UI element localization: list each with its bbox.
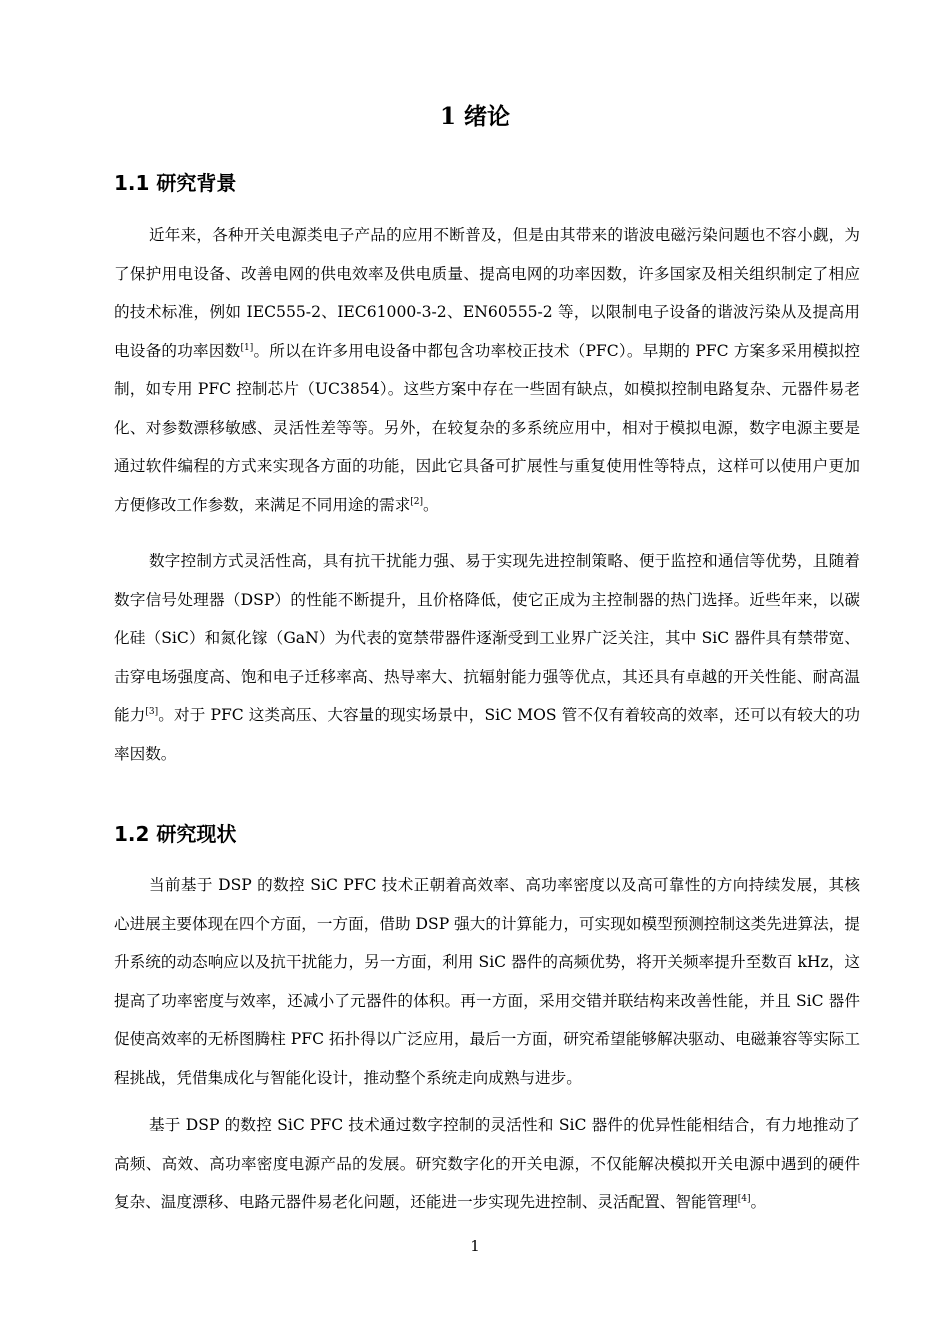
section-heading-1-2: 1.2 研究现状 [114,822,237,846]
paragraph-text: 数字控制方式灵活性高，具有抗干扰能力强、易于实现先进控制策略、便于监控和通信等优势，且随着数字信号处理器（DSP）的性能不断提升，且价格降低，使它正成为主控制器的热门选择。近些年来，以碳化硅（SiC）和氮化镓（GaN）为代表的宽禁带器件逐渐受到工业界广泛关注，其中 SiC 器件具有禁带宽、击穿电场强度高、饱和电子迁移率高、热导率大、抗辐射能力强等优点，其还具有卓越的开关性能、耐高温能力 [114,552,860,724]
citation-ref[interactable]: [2] [410,496,424,507]
paragraph-text: 近年来，各种开关电源类电子产品的应用不断普及，但是由其带来的谐波电磁污染问题也不容小觑，为了保护用电设备、改善电网的供电效率及供电质量、提高电网的功率因数，许多国家及相关组织制定了相应的技术标准，例如 IEC555-2、IEC61000-3-2、EN60555-2 等，以限制电子设备的谐波污染从及提高用电设备的功率因数 [114,226,860,360]
paragraph [114,866,860,1097]
chapter-title: 1 绪论 [439,103,510,130]
section-heading-1-1: 1.1 研究背景 [114,171,237,195]
paragraph-text: 。对于 PFC 这类高压、大容量的现实场景中，SiC MOS 管不仅有着较高的效率，还可以有较大的功率因数。 [114,706,860,763]
citation-ref[interactable]: [3] [145,706,159,717]
paragraph-text: 。 [750,1193,767,1211]
paragraph [114,216,860,524]
paragraph [114,542,860,773]
page-number: 1 [470,1237,480,1255]
paragraph-text: 基于 DSP 的数控 SiC PFC 技术通过数字控制的灵活性和 SiC 器件的优异性能相结合，有力地推动了高频、高效、高功率密度电源产品的发展。研究数字化的开关电源，不仅能解决模拟开关电源中遇到的硬件复杂、温度漂移、电路元器件易老化问题，还能进一步实现先进控制、灵活配置、智能管理 [114,1116,860,1211]
paragraph-text: 。所以在许多用电设备中都包含功率校正技术（PFC）。早期的 PFC 方案多采用模拟控制，如专用 PFC 控制芯片（UC3854）。这些方案中存在一些固有缺点，如模拟控制电路复杂、元器件易老化、对参数漂移敏感、灵活性差等等。另外，在较复杂的多系统应用中，相对于模拟电源，数字电源主要是通过软件编程的方式来实现各方面的功能，因此它具备可扩展性与重复使用性等特点，这样可以使用户更加方便修改工作参数，来满足不同用途的需求 [114,341,860,514]
paragraph-text: 。 [423,495,439,514]
citation-ref[interactable]: [4] [737,1193,751,1204]
paragraph-text: 当前基于 DSP 的数控 SiC PFC 技术正朝着高效率、高功率密度以及高可靠性的方向持续发展，其核心进展主要体现在四个方面，一方面，借助 DSP 强大的计算能力，可实现如模型预测控制这类先进算法，提升系统的动态响应以及抗干扰能力，另一方面，利用 SiC 器件的高频优势，将开关频率提升至数百 kHz，这提高了功率密度与效率，还减小了元器件的体积。再一方面，采用交错并联结构来改善性能，并且 SiC 器件促使高效率的无桥图腾柱 PFC 拓扑得以广泛应用，最后一方面，研究希望能够解决驱动、电磁兼容等实际工程挑战，凭借集成化与智能化设计，推动整个系统走向成熟与进步。 [114,876,860,1087]
citation-ref[interactable]: [1] [240,342,254,353]
paragraph [114,1106,860,1222]
